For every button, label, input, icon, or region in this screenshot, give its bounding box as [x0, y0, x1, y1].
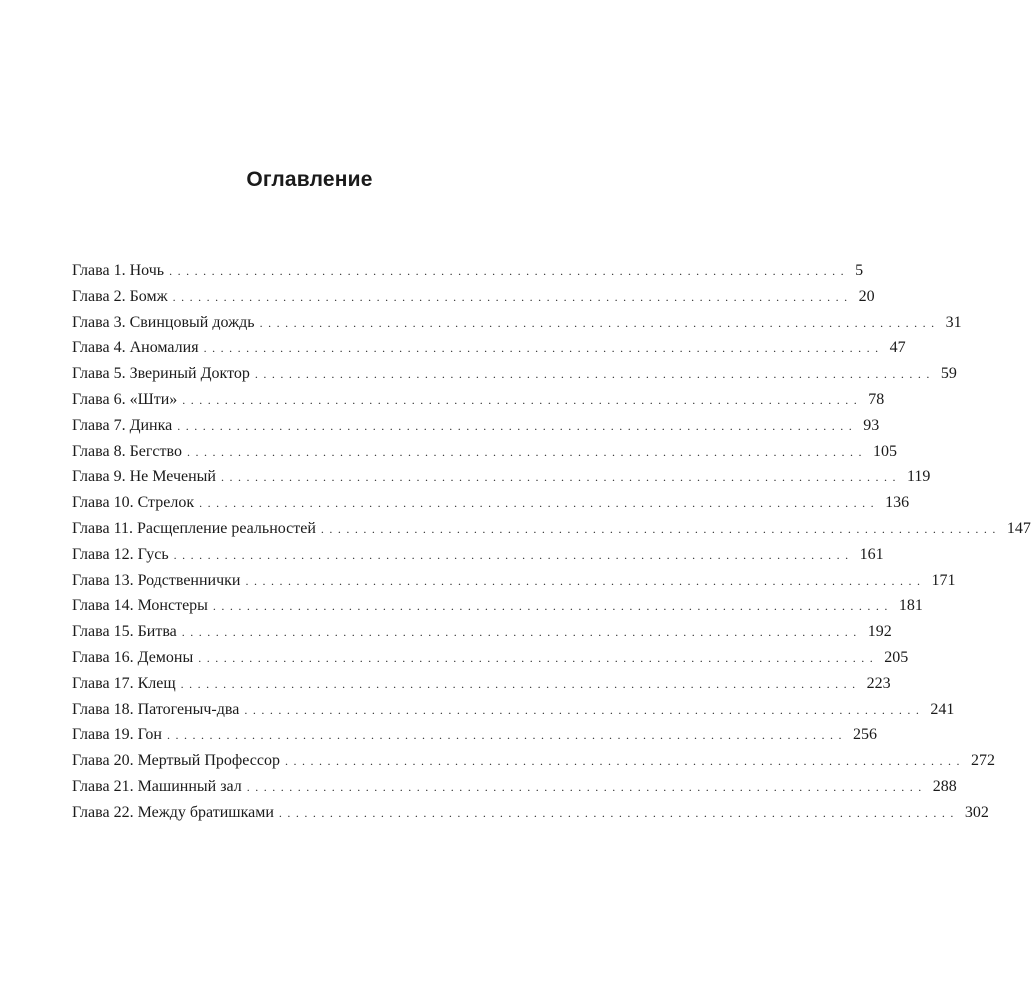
toc-entry-label: Глава 1. Ночь — [72, 262, 165, 279]
toc-entry — [72, 645, 909, 671]
toc-dot-leader: ................................................................................ — [244, 702, 925, 717]
toc-dot-leader: ................................................................................ — [220, 470, 901, 485]
toc-entry — [72, 490, 910, 516]
toc-entry — [72, 284, 875, 310]
toc-entry — [72, 593, 923, 619]
toc-entry-page-number: 256 — [852, 726, 877, 744]
toc-entry-page-number: 192 — [867, 623, 892, 641]
toc-entry — [72, 774, 957, 800]
toc-entry-page-number: 93 — [863, 416, 880, 434]
toc-entry-label: Глава 7. Динка — [72, 416, 173, 434]
toc-entry-label: Глава 21. Машинный зал — [72, 777, 242, 795]
toc-entry-label: Глава 19. Гон — [72, 726, 162, 744]
toc-dot-leader: ................................................................................ — [169, 264, 850, 278]
toc-entry-label: Глава 11. Расщепление реальностей — [72, 519, 316, 537]
toc-entry — [72, 439, 897, 465]
table-of-contents — [72, 258, 1031, 826]
toc-entry-page-number: 47 — [889, 339, 906, 357]
toc-dot-leader: ................................................................................ — [320, 521, 1001, 536]
toc-entry-page-number: 105 — [872, 442, 897, 460]
toc-dot-leader: ................................................................................ — [198, 650, 879, 665]
toc-entry-page-number: 288 — [932, 777, 957, 795]
toc-entry-page-number: 147 — [1006, 519, 1031, 537]
toc-dot-leader: ................................................................................ — [259, 315, 940, 330]
toc-entry-page-number: 302 — [964, 803, 989, 821]
toc-entry — [72, 722, 877, 748]
toc-dot-leader: ................................................................................ — [284, 754, 965, 769]
toc-entry-label: Глава 3. Свинцовый дождь — [72, 313, 255, 331]
toc-entry-page-number: 223 — [866, 674, 891, 692]
toc-entry-label: Глава 14. Монстеры — [72, 597, 208, 615]
toc-entry-label: Глава 8. Бегство — [72, 442, 182, 460]
toc-entry — [72, 697, 955, 723]
toc-entry — [72, 671, 891, 697]
toc-entry-label: Глава 16. Демоны — [72, 648, 194, 666]
toc-dot-leader: ................................................................................ — [180, 676, 861, 691]
page-title: Оглавление — [246, 168, 373, 191]
toc-entry-page-number: 171 — [931, 571, 956, 589]
toc-entry-page-number: 119 — [906, 468, 931, 486]
toc-dot-leader: ................................................................................ — [254, 367, 935, 382]
toc-entry-page-number: 181 — [898, 597, 923, 615]
toc-dot-leader: ................................................................................ — [246, 779, 927, 794]
toc-dot-leader: ................................................................................ — [177, 418, 858, 433]
toc-entry — [72, 568, 956, 594]
toc-entry-label: Глава 22. Между братишками — [72, 803, 274, 821]
toc-dot-leader: ................................................................................ — [172, 289, 853, 304]
toc-dot-leader: ................................................................................ — [182, 392, 863, 407]
toc-entry — [72, 619, 892, 645]
toc-dot-leader: ................................................................................ — [278, 805, 959, 820]
toc-entry-page-number: 136 — [885, 494, 910, 512]
toc-entry-page-number: 272 — [970, 752, 995, 770]
toc-entry-page-number: 31 — [945, 313, 962, 331]
toc-dot-leader: ................................................................................ — [173, 547, 854, 562]
toc-entry — [72, 258, 864, 284]
toc-entry-page-number: 161 — [859, 545, 884, 563]
toc-entry-label: Глава 2. Бомж — [72, 287, 168, 305]
toc-dot-leader: ................................................................................ — [203, 341, 884, 356]
toc-entry — [72, 413, 880, 439]
toc-entry — [72, 542, 884, 568]
toc-dot-leader: ................................................................................ — [199, 496, 880, 511]
toc-entry — [72, 361, 957, 387]
toc-entry-page-number: 20 — [858, 287, 875, 305]
toc-entry-label: Глава 9. Не Меченый — [72, 468, 216, 486]
toc-dot-leader: ................................................................................ — [212, 599, 893, 614]
toc-entry-page-number: 59 — [940, 365, 957, 383]
toc-entry-label: Глава 20. Мертвый Профессор — [72, 752, 280, 770]
toc-entry — [72, 516, 1031, 542]
toc-entry-page-number: 5 — [855, 262, 864, 279]
toc-entry — [72, 464, 931, 490]
toc-entry-page-number: 205 — [884, 648, 909, 666]
toc-entry-label: Глава 13. Родственнички — [72, 571, 241, 589]
toc-entry — [72, 310, 962, 336]
toc-dot-leader: ................................................................................ — [186, 444, 867, 459]
toc-entry-page-number: 78 — [868, 390, 885, 408]
toc-entry — [72, 335, 906, 361]
toc-dot-leader: ................................................................................ — [166, 728, 847, 743]
toc-entry — [72, 387, 885, 413]
toc-entry — [72, 800, 989, 826]
toc-entry-label: Глава 4. Аномалия — [72, 339, 199, 357]
toc-entry-label: Глава 6. «Шти» — [72, 390, 178, 408]
toc-dot-leader: ................................................................................ — [245, 573, 926, 588]
toc-entry-label: Глава 18. Патогеныч-два — [72, 700, 240, 718]
toc-entry-page-number: 241 — [930, 700, 955, 718]
toc-entry-label: Глава 10. Стрелок — [72, 494, 195, 512]
toc-entry — [72, 748, 995, 774]
toc-dot-leader: ................................................................................ — [181, 625, 862, 640]
toc-entry-label: Глава 12. Гусь — [72, 545, 169, 563]
toc-entry-label: Глава 17. Клещ — [72, 674, 176, 692]
toc-entry-label: Глава 5. Звериный Доктор — [72, 365, 250, 383]
toc-entry-label: Глава 15. Битва — [72, 623, 177, 641]
